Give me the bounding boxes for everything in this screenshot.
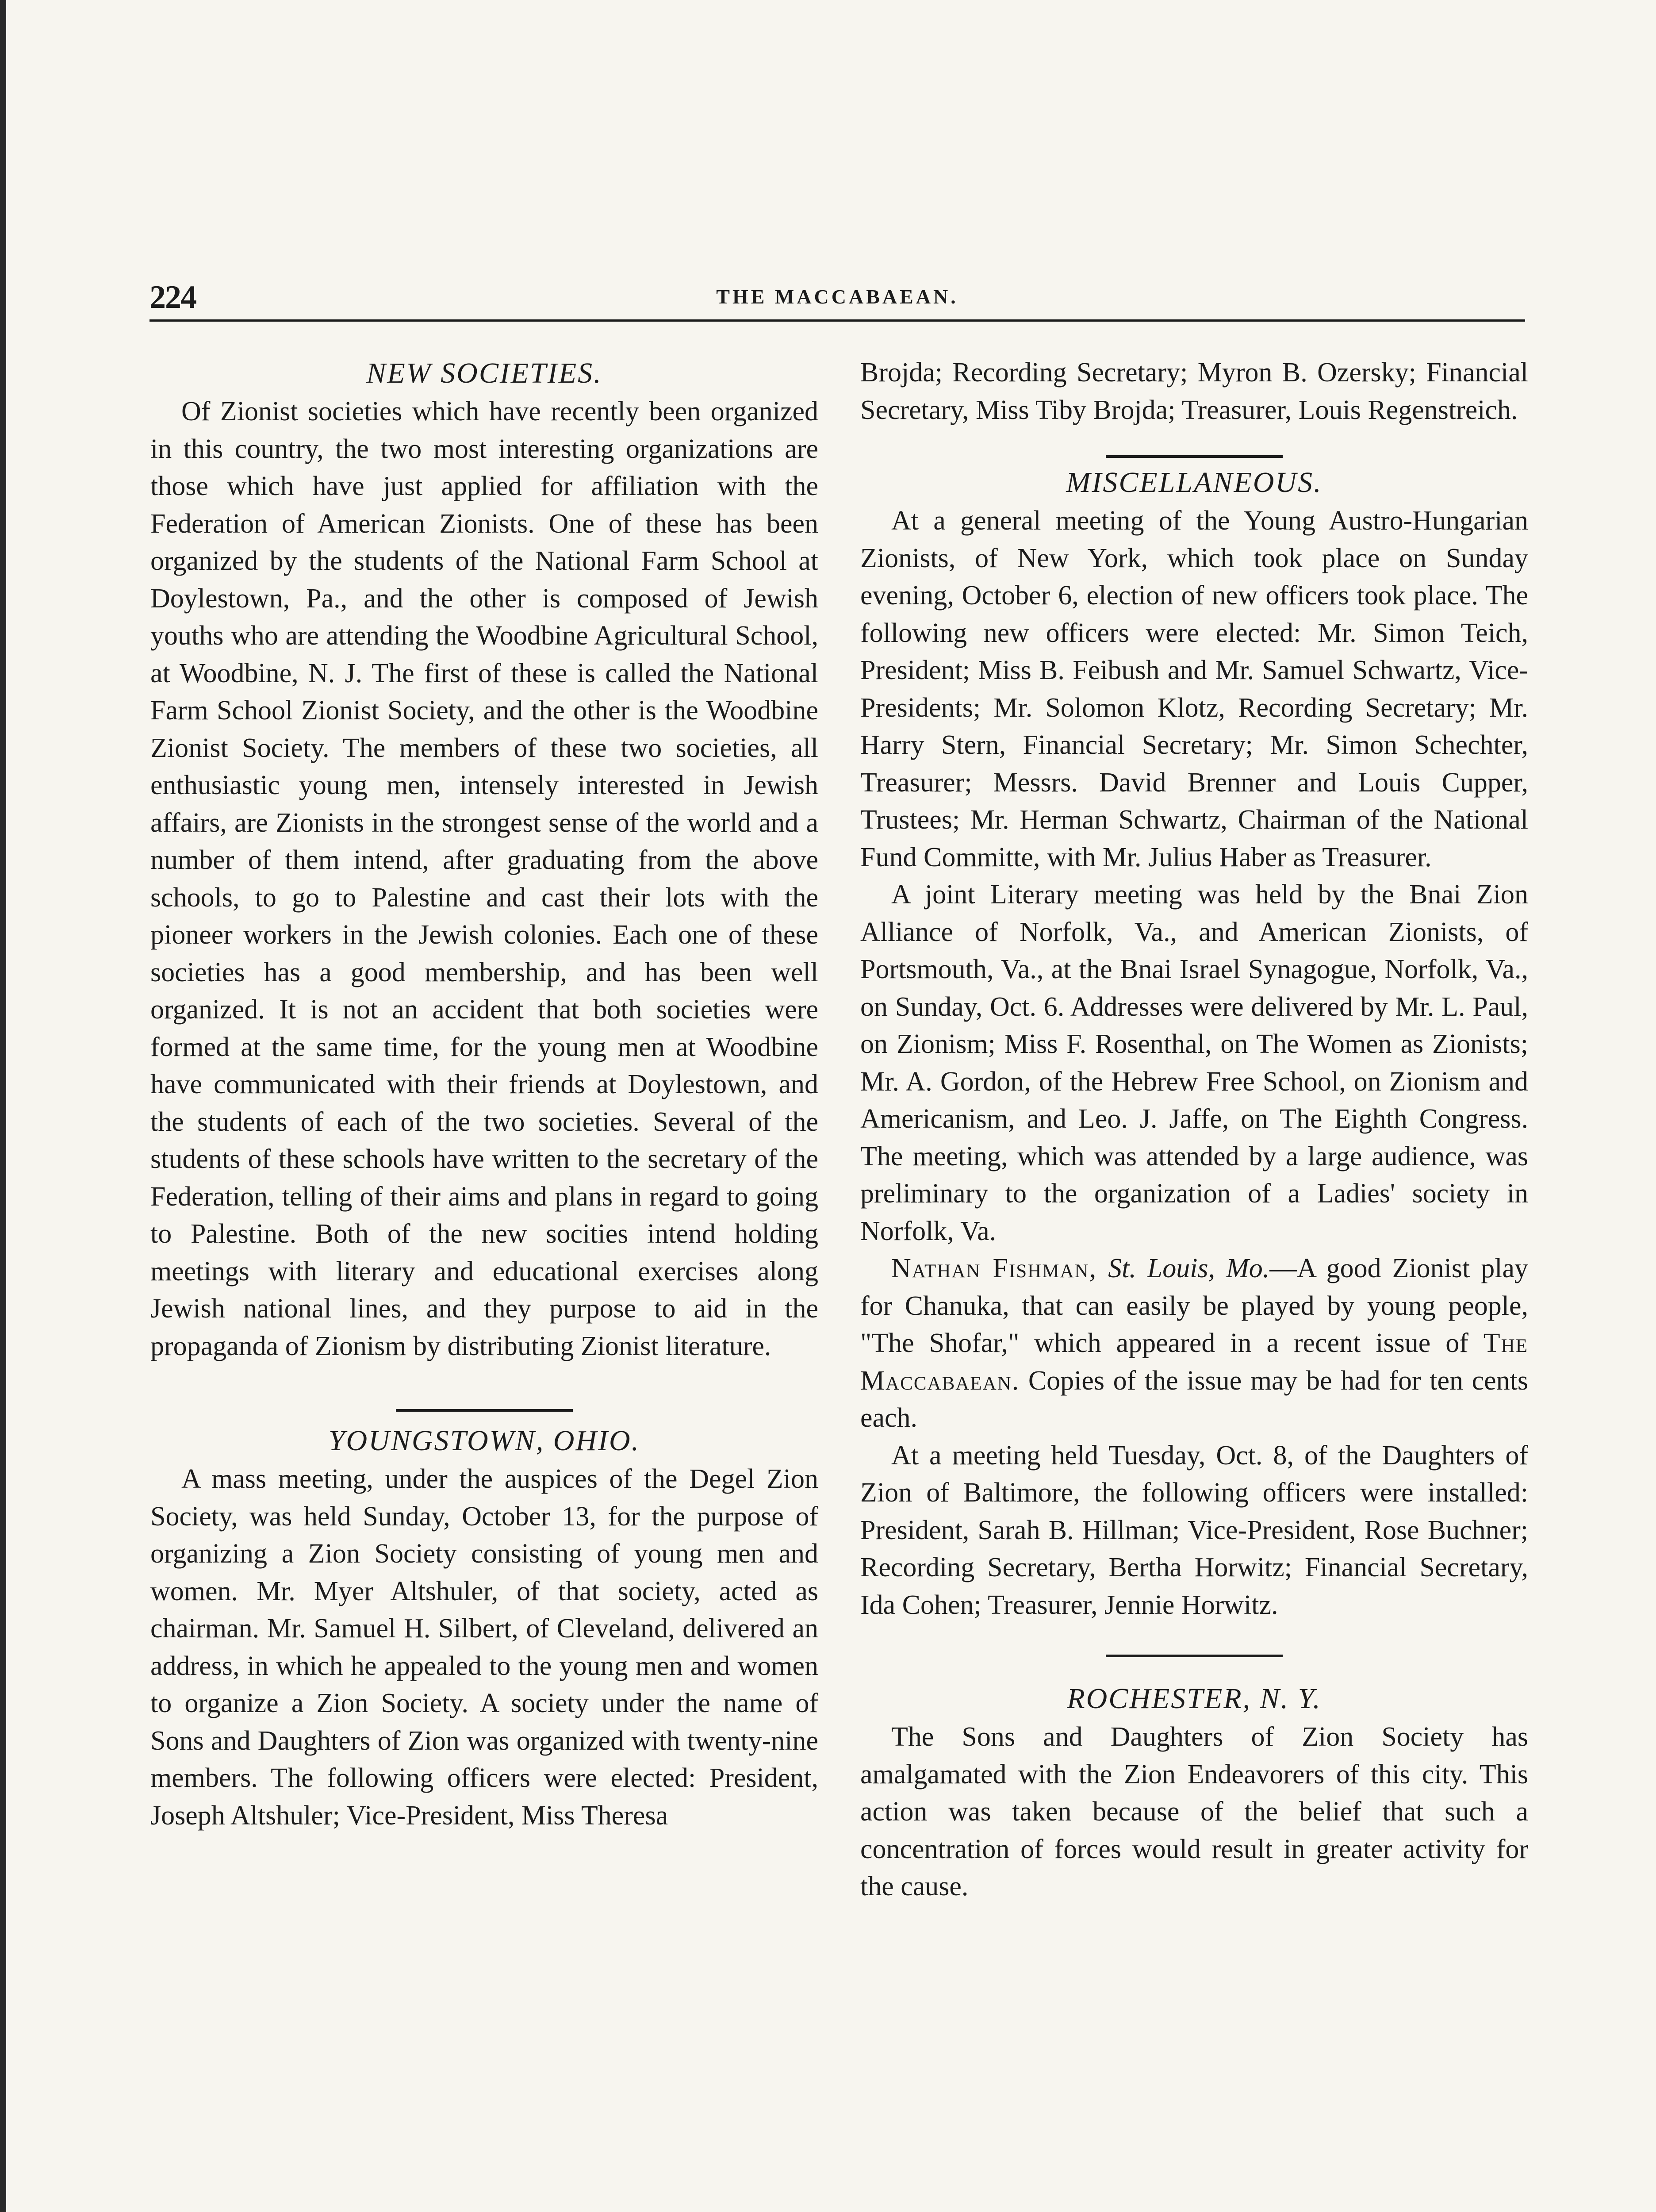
rochester-paragraph: The Sons and Daughters of Zion Society has amalgamated with the Zion Endeavorers of this city. This action was taken because of the belief that such a concentration of forces would result in greater activity for the cause.	[860, 1722, 1528, 1901]
new-societies-title: NEW SOCIETIES.	[366, 357, 602, 389]
miscellaneous-paragraph-1: At a general meeting of the Young Austro-Hungarian Zionists, of New York, which took place on Sunday evening, October 6, election of new officers took place. The following new officers were elected: Mr. Simon Teich, President; Miss B. Feibush and Mr. Samuel Schwartz, Vice-Presidents; Mr. Solomon Klotz, Recording Secretary; Mr. Harry Stern, Financial Secretary; Mr. Simon Schechter, Treasurer; Messrs. David Brenner and Louis Cupper, Trustees; Mr. Herman Schwartz, Chairman of the National Fund Committe, with Mr. Julius Haber as Treasurer.	[860, 506, 1528, 872]
running-head	[150, 275, 1525, 319]
miscellaneous-paragraph-3	[860, 1250, 1528, 1437]
left-column	[150, 354, 818, 1834]
fishman-text-a: —A good Zionist play for Chanuka, that can easily be played by young people, "The Shofar," which appeared in a recent issue of	[860, 1253, 1528, 1358]
fishman-journal: The Maccabaean.	[860, 1328, 1528, 1396]
fishman-name: Nathan Fishman,	[891, 1253, 1097, 1283]
fishman-text-b: Copies of the issue may be had for ten cents each.	[860, 1365, 1529, 1433]
youngstown-title: YOUNGSTOWN, OHIO.	[328, 1425, 640, 1457]
fishman-place: St. Louis, Mo.	[1108, 1253, 1270, 1283]
miscellaneous-paragraph-4: At a meeting held Tuesday, Oct. 8, of the Daughters of Zion of Baltimore, the following officers were installed: President, Sarah B. Hillman; Vice-President, Rose Buchner; Recording Secretary, Bertha Horwitz; Financial Secretary, Ida Cohen; Treasurer, Jennie Horwitz.	[860, 1440, 1528, 1620]
youngstown-paragraph: A mass meeting, under the auspices of the Degel Zion Society, was held Sunday, October 13, for the purpose of organizing a Zion Society consisting of young men and women. Mr. Myer Altshuler, of that society, acted as chairman. Mr. Samuel H. Silbert, of Cleveland, delivered an address, in which he appealed to the young men and women to organize a Zion Society. A society under the name of Sons and Daughters of Zion was organized with twenty-nine members. The following officers were elected: President, Joseph Altshuler; Vice-President, Miss Theresa	[150, 1464, 818, 1831]
journal-title: THE MACCABAEAN.	[716, 285, 958, 308]
new-societies-paragraph: Of Zionist societies which have recently been organized in this country, the two most interesting organizations are those which have just applied for affiliation with the Federation of American Zionists. One of these has been organized by the students of the National Farm School at Doylestown, Pa., and the other is composed of Jewish youths who are attending the Woodbine Agricultural School, at Woodbine, N. J. The first of these is called the National Farm School Zionist Society, and the other is the Woodbine Zionist Society. The members of these two societies, all enthusiastic young men, intensely interested in Jewish affairs, are Zionists in the strongest sense of the world and a number of them intend, after graduating from the above schools, to go to Palestine and cast their lots with the pioneer workers in the Jewish colonies. Each one of these societies has a good membership, and has been well organized. It is not an accident that both societies were formed at the same time, for the young men at Woodbine have communicated with their friends at Doylestown, and the students of each of the two societies. Several of the students of these schools have written to the secretary of the Federation, telling of their aims and plans in regard to going to Palestine. Both of the new socities intend holding meetings with literary and educational exercises along Jewish national lines, and they purpose to aid in the propaganda of Zionism by distributing Zionist literature.	[150, 396, 818, 1361]
youngstown-continued: Brojda; Recording Secretary; Myron B. Ozersky; Financial Secretary, Miss Tiby Brojda; Treasurer, Louis Regenstreich.	[860, 357, 1528, 425]
header-rule	[150, 319, 1525, 322]
right-column	[860, 354, 1528, 1905]
miscellaneous-title: MISCELLANEOUS.	[1066, 466, 1322, 499]
rochester-title: ROCHESTER, N. Y.	[1067, 1682, 1322, 1715]
page-number: 224	[150, 279, 196, 315]
miscellaneous-paragraph-2: A joint Literary meeting was held by the Bnai Zion Alliance of Norfolk, Va., and American Zionists, of Portsmouth, Va., at the Bnai Israel Synagogue, Norfolk, Va., on Sunday, Oct. 6. Addresses were delivered by Mr. L. Paul, on Zionism; Miss F. Rosenthal, on The Women as Zionists; Mr. A. Gordon, of the Hebrew Free School, on Zionism and Americanism, and Leo. J. Jaffe, on The Eighth Congress. The meeting, which was attended by a large audience, was preliminary to the organization of a Ladies' society in Norfolk, Va.	[860, 879, 1528, 1246]
scan-edge	[0, 0, 6, 2212]
